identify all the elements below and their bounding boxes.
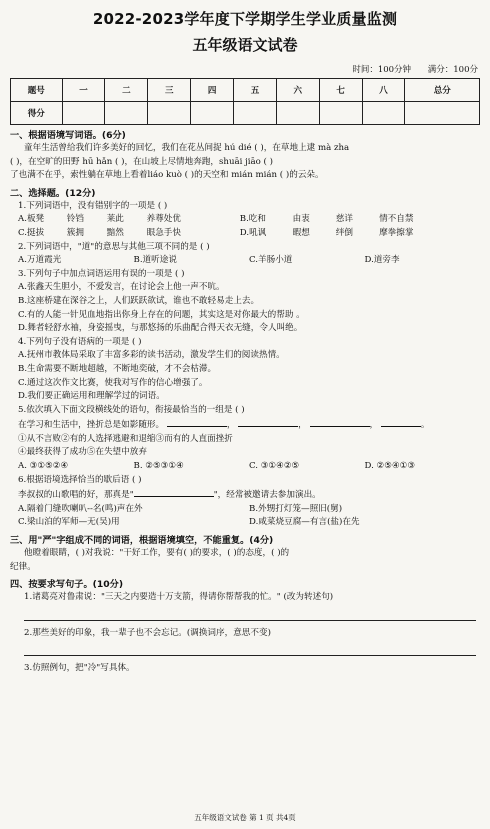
question-2-6-options-row [10,516,480,530]
question-2-1-options-row [10,213,480,227]
score-blank[interactable] [62,102,105,125]
question-2-1-options-row [10,227,480,241]
score-cell: 二 [105,79,148,102]
section-3-line: 他瞪着眼睛，( )对我说："干好工作，要有( )的要求，( )的态度，( )的 [24,548,290,559]
option-a[interactable]: A.隔着门缝吹喇叭--名(鸣)声在外 [18,503,143,514]
option-b[interactable]: B.生命需要不断地超越，不断地奕破，才不会枯滞。 [18,363,217,374]
question-2-6-options-row [10,503,480,517]
score-blank[interactable] [362,102,405,125]
option-d[interactable]: D.吼讽 暇想 绊倒 摩拳擦掌 [239,227,414,238]
option-b[interactable]: B.吃和 由衷 慈详 情不自禁 [239,214,414,225]
question-2-1: 1.下列词语中，没有错别字的一项是 ( ) [18,200,168,211]
question-2-5-text: 在学习和生活中，挫折总是如影随形。 ， ， ， 。 [10,417,480,433]
answer-blank[interactable] [381,417,421,427]
score-table [10,78,480,125]
answer-blank[interactable] [134,487,214,497]
question-2-3: 3.下列句子中加点词语运用有误的一项是 ( ) [18,268,185,279]
score-blank[interactable] [405,102,480,125]
question-2-5: 5.依次填入下面文段横线处的语句，衔接最恰当的一组是 ( ) [18,404,245,415]
exam-subtitle: 五年级语文试卷 [192,36,298,54]
question-4-1: 1.诸葛亮对鲁肃说："三天之内要造十万支箭，得请你帮帮我的忙。" (改为转述句) [24,592,334,603]
score-blank[interactable] [191,102,234,125]
option-a[interactable]: A.板凳 铃铛 莱此 养尊处优 [18,214,181,225]
question-2-6-text: 李叔叔的山歌唱的好，那真是" "，经常被邀请去参加演出。 [10,487,480,503]
option-c[interactable]: C.通过这次作文比赛，使我对写作的信心增强了。 [18,377,208,388]
answer-blank[interactable] [167,417,227,427]
score-cell: 四 [191,79,234,102]
score-cell: 一 [62,79,105,102]
section-2-heading: 二、选择题。(12分) [10,187,96,199]
option-d[interactable]: D.舞者轻舒水袖，身姿摇曳，与那悠扬的乐曲配合得天衣无缝，令人叫绝。 [18,323,303,334]
option-c[interactable]: C.挺拔 簇拥 黯然 眼急手快 [18,227,181,238]
answer-blank[interactable] [238,417,298,427]
section-1-line: 童年生活曾给我们许多美好的回忆，我们在花丛间捉 hú dié ( )，在草地上逮 mà zha [24,143,350,153]
option-d[interactable]: D.道旁李 [364,255,400,266]
time-limit: 时间：100分钟 [352,65,412,75]
option-d[interactable]: D.咸菜烧豆腐—有言(盐)在先 [249,517,360,528]
score-blank[interactable] [105,102,148,125]
answer-blank[interactable] [310,417,370,427]
option-c[interactable]: C.梁山泊的军师—无(吴)用 [18,517,120,528]
score-cell: 三 [148,79,191,102]
option-b[interactable]: B.这座桥建在深谷之上，人们跃跃欲试，谁也不敢轻易走上去。 [18,295,260,306]
score-cell: 五 [234,79,277,102]
exam-meta [10,63,480,75]
exam-title: 2022-2023学年度下学期学生学业质量监测 [92,10,398,28]
score-cell: 七 [319,79,362,102]
answer-line[interactable] [24,644,476,656]
option-c[interactable]: C. ③①④②⑤ [249,461,300,472]
option-c[interactable]: C.羊肠小道 [249,255,293,266]
option-a[interactable]: A. ③①⑤②④ [18,461,69,472]
question-2-2: 2.下列词语中，"道"的意思与其他三项不同的是 ( ) [18,241,210,252]
question-4-3: 3.仿照例句，把"冷"写具体。 [24,663,135,674]
option-b[interactable]: B. ②⑤③①④ [133,461,184,472]
question-2-5-items: ①从不言败②有的人选择逃避和退缩③而有的人直面挫折 [18,433,233,444]
score-blank[interactable] [319,102,362,125]
option-b[interactable]: B.外甥打灯笼—照旧(舅) [249,503,343,514]
page-footer: 五年级语文试卷 第 1 页 共4页 [194,813,296,822]
score-cell: 八 [362,79,405,102]
section-1-line: ( )，在空旷的田野 hū hǎn ( )，在山坡上尽情地奔跑，shuāi jiāo ( ) [10,156,273,167]
section-4-heading: 四、按要求写句子。(10分) [10,579,124,591]
score-cell: 总分 [405,79,480,102]
section-1-line: 了也满不在乎，索性躺在草地上看着liáo kuò ( )的天空和 mián mián ( )的云朵。 [10,170,324,181]
score-row-label: 得分 [11,102,63,125]
question-2-2-options [10,254,480,268]
score-cell: 六 [276,79,319,102]
option-a[interactable]: A.抚州市教体局采取了丰富多彩的读书活动，激发学生们的阅读热情。 [18,350,285,361]
question-4-2: 2.那些美好的印象，我一辈子也不会忘记。(调换词序，意思不变) [24,627,271,638]
option-a[interactable]: A.张鑫天生胆小，不爱发言，在讨论会上他一声不吭。 [18,282,225,293]
score-table-header-row [11,79,480,102]
section-3-heading: 三、用"严"字组成不同的词语，根据语境填空，不能重复。(4分) [10,535,274,547]
score-cell: 题号 [11,79,63,102]
score-table-score-row [11,102,480,125]
question-2-5-options [10,460,480,474]
option-d[interactable]: D.我们要正确运用和理解学过的词语。 [18,391,165,402]
full-score: 满分：100分 [427,65,478,75]
option-d[interactable]: D. ②⑤④①③ [364,461,416,472]
section-3-line: 纪律。 [10,561,36,572]
score-blank[interactable] [148,102,191,125]
section-1-heading: 一、根据语境写词语。(6分) [10,130,126,141]
option-a[interactable]: A.万道霞光 [18,255,62,266]
question-2-6: 6.根据语境选择恰当的歇后语 ( ) [18,474,142,485]
score-blank[interactable] [234,102,277,125]
option-c[interactable]: C.有的人能一针见血地指出你身上存在的问题，其实这是对你最大的帮助 。 [18,309,305,320]
score-blank[interactable] [276,102,319,125]
question-2-4: 4.下列句子没有语病的一项是 ( ) [18,336,142,347]
option-b[interactable]: B.道听途说 [133,255,177,266]
answer-line[interactable] [24,609,476,621]
question-2-5-items: ④最终获得了成功⑤在失望中放弃 [18,447,147,458]
